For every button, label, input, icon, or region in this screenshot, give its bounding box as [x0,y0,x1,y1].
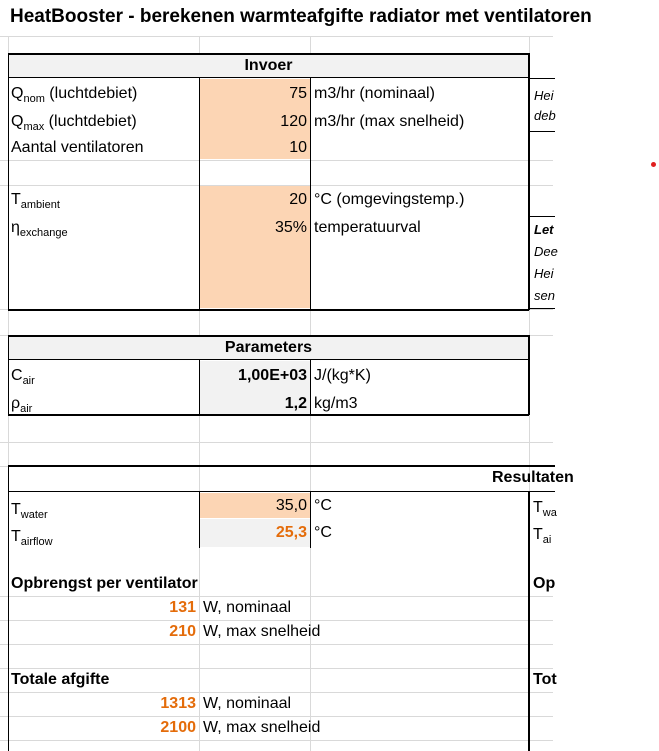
tambient-input[interactable]: 20 [289,191,307,208]
tambient-unit: °C (omgevingstemp.) [314,191,465,208]
qnom-label: $Q_{nom}$ (luchtdebiet) [11,85,138,105]
side-note-line-2: Hei [534,266,554,281]
tairflow-value: 25,3 [275,524,307,541]
totaal-max-unit: W, max snelheid [203,719,321,736]
aantal-ventilatoren-input[interactable]: 10 [289,139,307,156]
twater-input[interactable]: 35,0 [275,497,307,514]
opbrengst-max-value: 210 [169,623,196,640]
opbrengst-heading: Opbrengst per ventilator [11,575,198,592]
side-note-2: deb [534,108,556,123]
rhoair-label: $\rho_{air}$ [11,395,33,415]
tairflow-label: $T_{airflow}$ [11,528,53,548]
rhoair-value: 1,2 [284,395,307,412]
qnom-unit: m3/hr (nominaal) [314,85,435,102]
eta-exchange-unit: temperatuurval [314,219,421,236]
totaal-nominaal-value: 1313 [160,695,196,712]
qmax-label: $Q_{max}$ (luchtdebiet) [11,113,137,133]
marker-dot [651,162,656,167]
side-note-1: Hei [534,88,554,103]
eta-exchange-label: $\eta_{exchange}$ [11,219,68,239]
qmax-unit: m3/hr (max snelheid) [314,113,465,130]
tairflow-unit: °C [314,524,332,541]
cair-unit: J/(kg*K) [314,367,371,384]
side-note-line-3: sen [534,288,555,303]
twater-label: $T_{water}$ [11,501,48,521]
resultaten-header: Resultaten [492,469,574,486]
side-note-line-1: Dee [534,244,558,259]
qmax-input[interactable]: 120 [280,113,307,130]
eta-exchange-input[interactable]: 35% [274,219,307,236]
side-opbrengst-label: Op [533,575,556,592]
totaal-nominaal-unit: W, nominaal [203,695,292,712]
side-tairflow-label: $T_{ai}$ [533,526,552,546]
tambient-label: $T_{ambient}$ [11,191,60,211]
totaal-max-value: 2100 [160,719,196,736]
aantal-ventilatoren-label: Aantal ventilatoren [11,139,144,156]
invoer-header: Invoer [244,57,293,74]
rhoair-unit: kg/m3 [314,395,358,412]
sheet-title: HeatBooster - berekenen warmteafgifte radiator met ventilatoren [10,6,592,27]
opbrengst-nominaal-unit: W, nominaal [203,599,292,616]
opbrengst-nominaal-value: 131 [169,599,196,616]
side-totaal-label: Tot [533,671,557,688]
side-panel [530,0,558,751]
side-note-heading: Let [534,222,554,237]
totale-afgifte-heading: Totale afgifte [11,671,110,688]
cair-value: 1,00E+03 [238,367,307,384]
cair-label: $C_{air}$ [11,367,35,387]
qnom-input[interactable]: 75 [289,85,307,102]
parameters-header: Parameters [224,339,313,356]
side-twater-label: $T_{wa}$ [533,499,557,519]
twater-unit: °C [314,497,332,514]
opbrengst-max-unit: W, max snelheid [203,623,321,640]
